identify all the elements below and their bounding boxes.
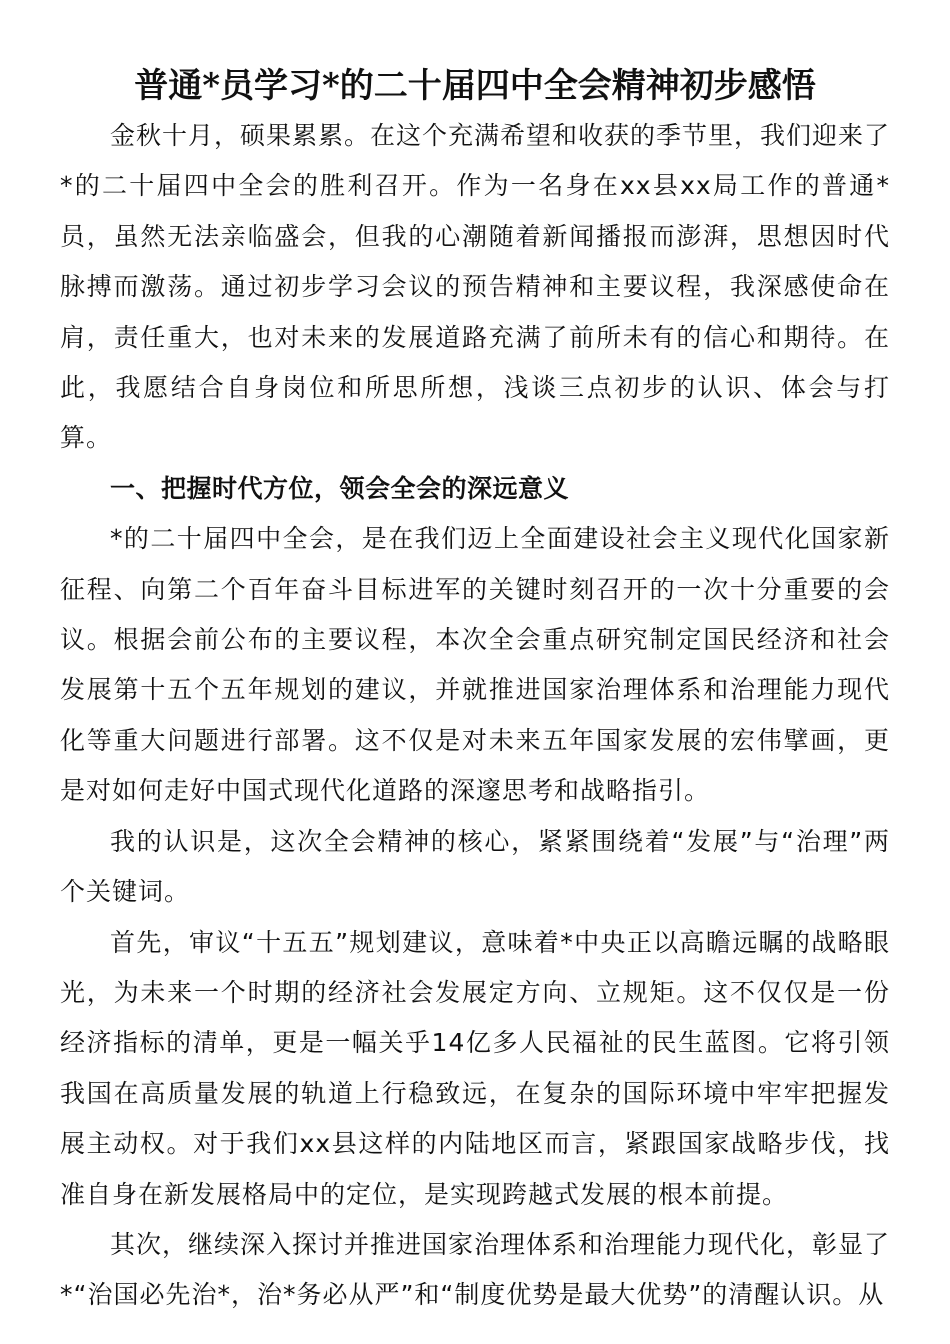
body-paragraph: 我的认识是，这次全会精神的核心，紧紧围绕着“发展”与“治理”两个关键词。: [60, 826, 890, 907]
document-title: 普通*员学习*的二十届四中全会精神初步感悟: [134, 66, 816, 106]
body-paragraph: 其次，继续深入探讨并推进国家治理体系和治理能力现代化，彰显了*“治国必先治*，治*务必从严”和“制度优势是最大优势”的清醒认识。从: [60, 1229, 891, 1310]
intro-paragraph: 金秋十月，硕果累累。在这个充满希望和收获的季节里，我们迎来了*的二十届四中全会的胜利召开。作为一名身在xx县xx局工作的普通*员，虽然无法亲临盛会，但我的心潮随着新闻播报而澎湃，思想因时代脉搏而激荡。通过初步学习会议的预告精神和主要议程，我深感使命在肩，责任重大，也对未来的发展道路充满了前所未有的信心和期待。在此，我愿结合自身岗位和所思所想，浅谈三点初步的认识、体会与打算。: [60, 121, 891, 453]
document-body: [60, 111, 890, 1321]
body-paragraph: *的二十届四中全会，是在我们迈上全面建设社会主义现代化国家新征程、向第二个百年奋斗目标进军的关键时刻召开的一次十分重要的会议。根据会前公布的主要议程，本次全会重点研究制定国民经济和社会发展第十五个五年规划的建议，并就推进国家治理体系和治理能力现代化等重大问题进行部署。这不仅是对未来五年国家发展的宏伟擘画，更是对如何走好中国式现代化道路的深邃思考和战略指引。: [60, 524, 890, 806]
body-paragraph: 首先，审议“十五五”规划建议，意味着*中央正以高瞻远瞩的战略眼光，为未来一个时期的经济社会发展定方向、立规矩。这不仅仅是一份经济指标的清单，更是一幅关乎14亿多人民福祉的民生蓝图。它将引领我国在高质量发展的轨道上行稳致远，在复杂的国际环境中牢牢把握发展主动权。对于我们xx县这样的内陆地区而言，紧跟国家战略步伐，找准自身在新发展格局中的定位，是实现跨越式发展的根本前提。: [60, 927, 890, 1209]
section-heading: 一、把握时代方位，领会全会的深远意义: [110, 473, 570, 503]
